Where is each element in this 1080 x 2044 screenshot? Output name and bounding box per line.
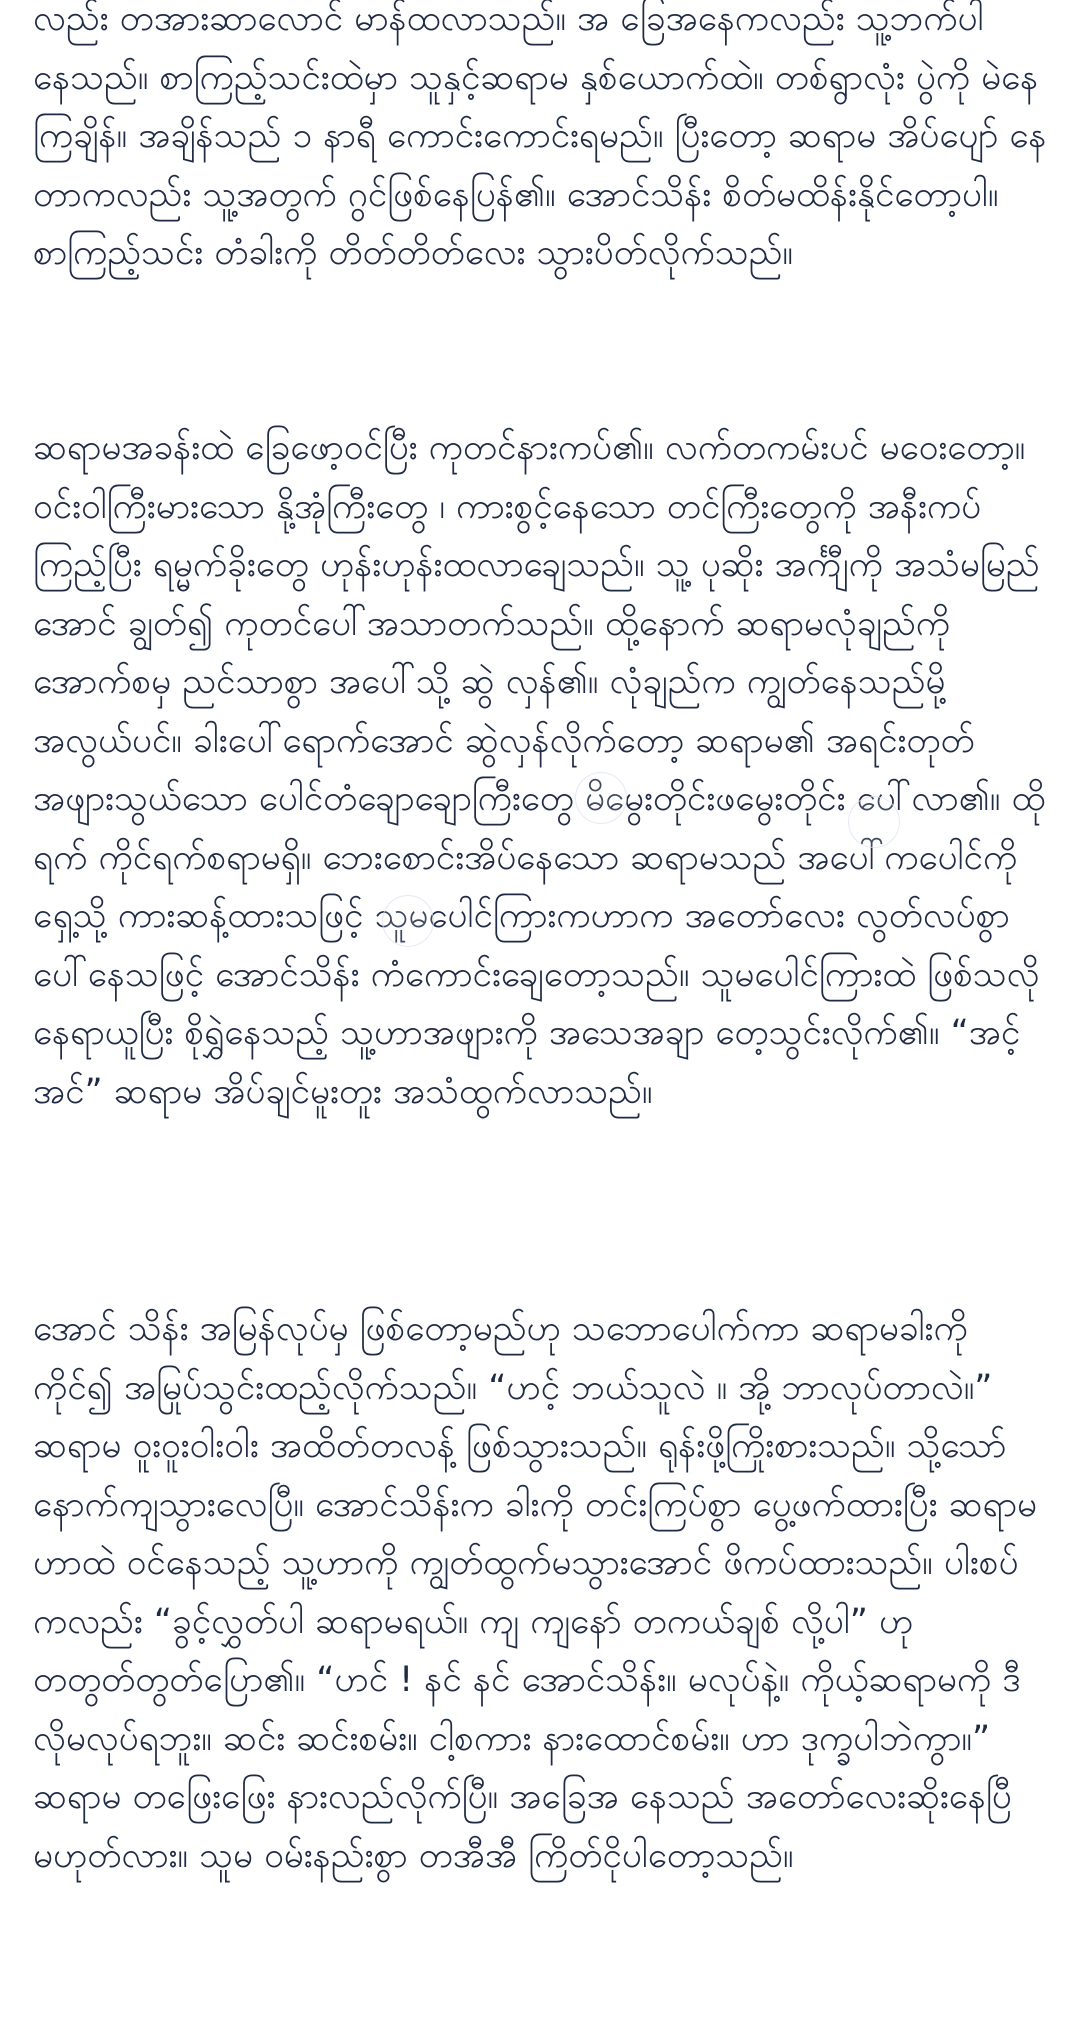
paragraph-3: အောင် သိန်း အမြန်လုပ်မှ ဖြစ်တော့မည်ဟု သဘောပေါက်ကာ ဆရာမခါးကိုကိုင်၍ အမြုပ်သွင်းထည့်လိုက်သည်။ “ဟင့် ဘယ်သူလဲ ။ အို့ ဘာလုပ်တာလဲ။” ဆရာမ ဝူးဝူးဝါးဝါး အထိတ်တလန့် ဖြစ်သွားသည်။ ရုန်းဖို့ကြိုးစားသည်။ သို့သော် နောက်ကျသွားလေပြီ။ အောင်သိန်းက ခါးကို တင်းကြပ်စွာ ပွေ့ဖက်ထားပြီး ဆရာမဟာထဲ ဝင်နေသည့် သူ့ဟာကို ကျွတ်ထွက်မသွားအောင် ဖိကပ်ထားသည်။ ပါးစပ်ကလည်း “ခွင့်လွှတ်ပါ ဆရာမရယ်။ ကျ ကျနော် တကယ်ချစ် လို့ပါ” ဟု တတွတ်တွတ်ပြော၏။ “ဟင် ! နင် နင် အောင်သိန်း။ မလုပ်နဲ့။ ကိုယ့်ဆရာမကို ဒီလိုမလုပ်ရဘူး။ ဆင်း ဆင်းစမ်း။ ငါ့စကား နားထောင်စမ်း။ ဟာ ဒုက္ခပါဘဲကွာ။” ဆရာမ တဖြေးဖြေး နားလည်လိုက်ပြီ။ အခြေအ နေသည် အတော်လေးဆိုးနေပြီ မဟုတ်လား။ သူမ ဝမ်းနည်းစွာ တအီအီ ကြိတ်ငိုပါတော့သည်။: [33, 1309, 1037, 1876]
reading-page[interactable]: [33, 0, 1047, 2044]
paragraph-1: လည်း တအားဆာလောင် မာန်ထလာသည်။ အ ခြေအနေကလည်း သူ့ဘက်ပါနေသည်။ စာကြည့်သင်းထဲမှာ သူနှင့်ဆရာမ နှစ်ယောက်ထဲ။ တစ်ရွာလုံး ပွဲကို မဲနေကြချိန်။ အချိန်သည် ၁ နာရီ ကောင်းကောင်းရမည်။ ပြီးတော့ ဆရာမ အိပ်ပျော် နေတာကလည်း သူ့အတွက် ဂွင်ဖြစ်နေပြန်၏။ အောင်သိန်း စိတ်မထိန်းနိုင်တော့ပါ။ စာကြည့်သင်း တံခါးကို တိတ်တိတ်လေး သွားပိတ်လိုက်သည်။: [33, 0, 1047, 273]
paragraph-2: ဆရာမအခန်းထဲ ခြေဖော့ဝင်ပြီး ကုတင်နားကပ်၏။ လက်တကမ်းပင် မဝေးတော့။ ဝင်းဝါကြီးမားသော နို့အုံကြီးတွေ ၊ ကားစွင့်နေသော တင်ကြီးတွေကို အနီးကပ်ကြည့်ပြီး ရမ္မက်ခိုးတွေ ဟုန်းဟုန်းထလာချေသည်။ သူ့ ပုဆိုး အင်္ကျီကို အသံမမြည်အောင် ချွတ်၍ ကုတင်ပေါ်အသာတက်သည်။ ထို့နောက် ဆရာမလုံချည်ကို အောက်စမှ ညင်သာစွာ အပေါ်သို့ ဆွဲ လှန်၏။ လုံချည်က ကျွတ်နေသည်မို့ အလွယ်ပင်။ ခါးပေါ်ရောက်အောင် ဆွဲလှန်လိုက်တော့ ဆရာမ၏ အရင်းတုတ် အဖျားသွယ်သော ပေါင်တံချောချောကြီးတွေ မိမွေးတိုင်းဖမွေးတိုင်း ပေါ်လာ၏။ ထိုရက် ကိုင်ရက်စရာမရှိ။ ဘေးစောင်းအိပ်နေသော ဆရာမသည် အပေါ်ကပေါင်ကို ရှေ့သို့ ကားဆန့်ထားသဖြင့် သူမပေါင်ကြားကဟာက အတော်လေး လွတ်လပ်စွာ ပေါ်နေသဖြင့် အောင်သိန်း ကံကောင်းချေတော့သည်။ သူမပေါင်ကြားထဲ ဖြစ်သလိုနေရာယူပြီး စိုရွှဲနေသည့် သူ့ဟာအဖျားကို အသေအချာ တေ့သွင်းလိုက်၏။ “အင့် အင်” ဆရာမ အိပ်ချင်မူးတူး အသံထွက်လာသည်။: [33, 428, 1046, 1112]
